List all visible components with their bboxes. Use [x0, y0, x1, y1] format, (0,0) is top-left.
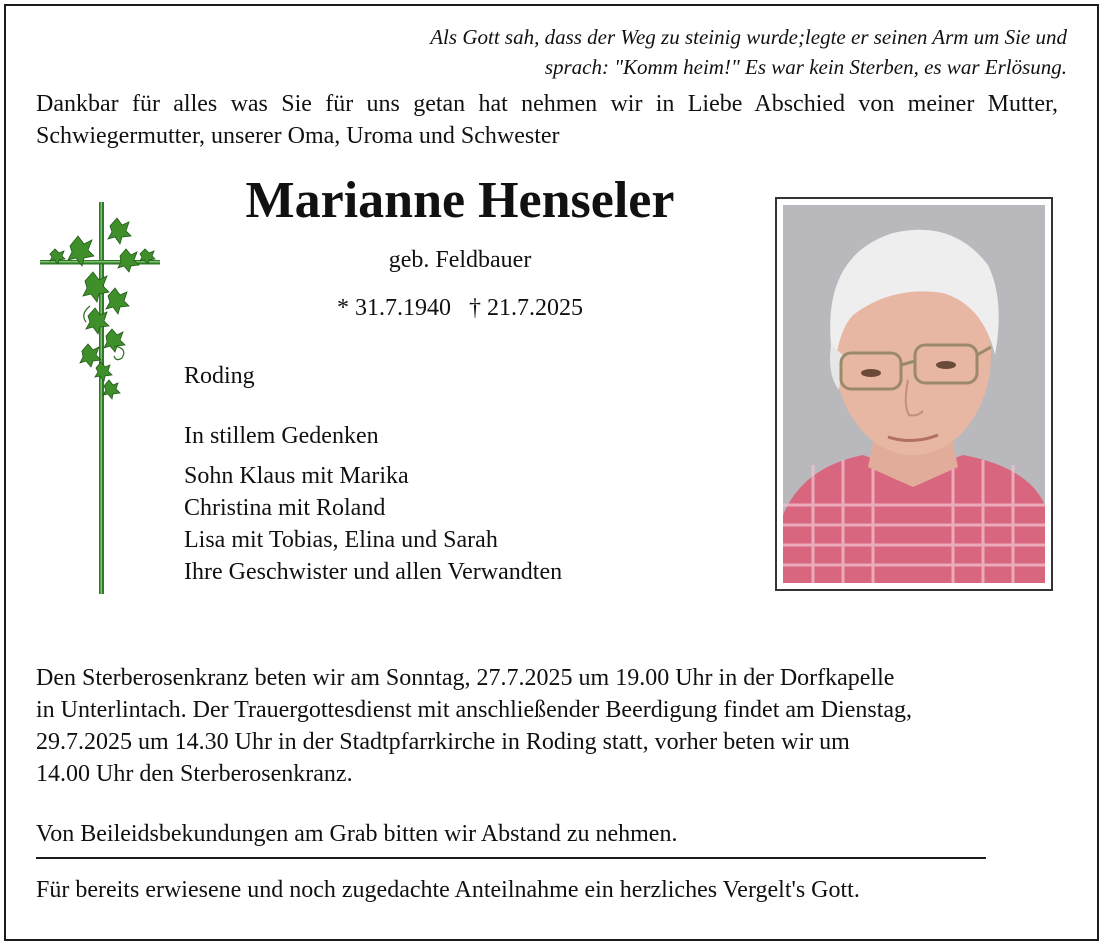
deceased-name: Marianne Henseler	[245, 172, 675, 229]
service-line-1: Den Sterberosenkranz beten wir am Sonntag, 27.7.2025 um 19.00 Uhr in der Dorfkapelle	[36, 665, 895, 691]
service-line-2: in Unterlintach. Der Trauergottesdienst mit anschließender Beerdigung findet am Dienstag,	[36, 697, 913, 723]
gedenken-heading: In stillem Gedenken	[184, 423, 379, 449]
place: Roding	[184, 363, 255, 389]
motto-line-2: sprach: "Komm heim!" Es war kein Sterben, es war Erlösung.	[544, 55, 1067, 79]
service-details	[36, 662, 1066, 790]
mourners-list	[184, 460, 562, 588]
mourner: Lisa mit Tobias, Elina und Sarah	[184, 527, 498, 553]
portrait-photo	[783, 205, 1045, 583]
mourner: Sohn Klaus mit Marika	[184, 463, 409, 489]
service-line-4: 14.00 Uhr den Sterberosenkranz.	[36, 761, 353, 787]
motto	[247, 22, 1067, 82]
life-dates: * 31.7.1940 † 21.7.2025	[337, 295, 583, 321]
birth-name: geb. Feldbauer	[388, 247, 532, 273]
divider	[36, 857, 986, 859]
motto-line-1: Als Gott sah, dass der Weg zu steinig wurde;legte er seinen Arm um Sie und	[430, 25, 1067, 49]
ivy-cross-icon	[30, 196, 160, 596]
thanks-note: Für bereits erwiesene und noch zugedachte Anteilnahme ein herzliches Vergelt's Gott.	[36, 877, 860, 903]
condolence-note: Von Beileidsbekundungen am Grab bitten wir Abstand zu nehmen.	[36, 821, 678, 847]
service-line-3: 29.7.2025 um 14.30 Uhr in der Stadtpfarrkirche in Roding statt, vorher beten wir um	[36, 729, 850, 755]
portrait-frame	[775, 197, 1053, 591]
mourner: Christina mit Roland	[184, 495, 386, 521]
mourner: Ihre Geschwister und allen Verwandten	[184, 559, 563, 585]
intro-text: Dankbar für alles was Sie für uns getan hat nehmen wir in Liebe Abschied von meiner Mutter, Schwiegermutter, unserer Oma, Uroma und Schwester	[36, 91, 1058, 149]
